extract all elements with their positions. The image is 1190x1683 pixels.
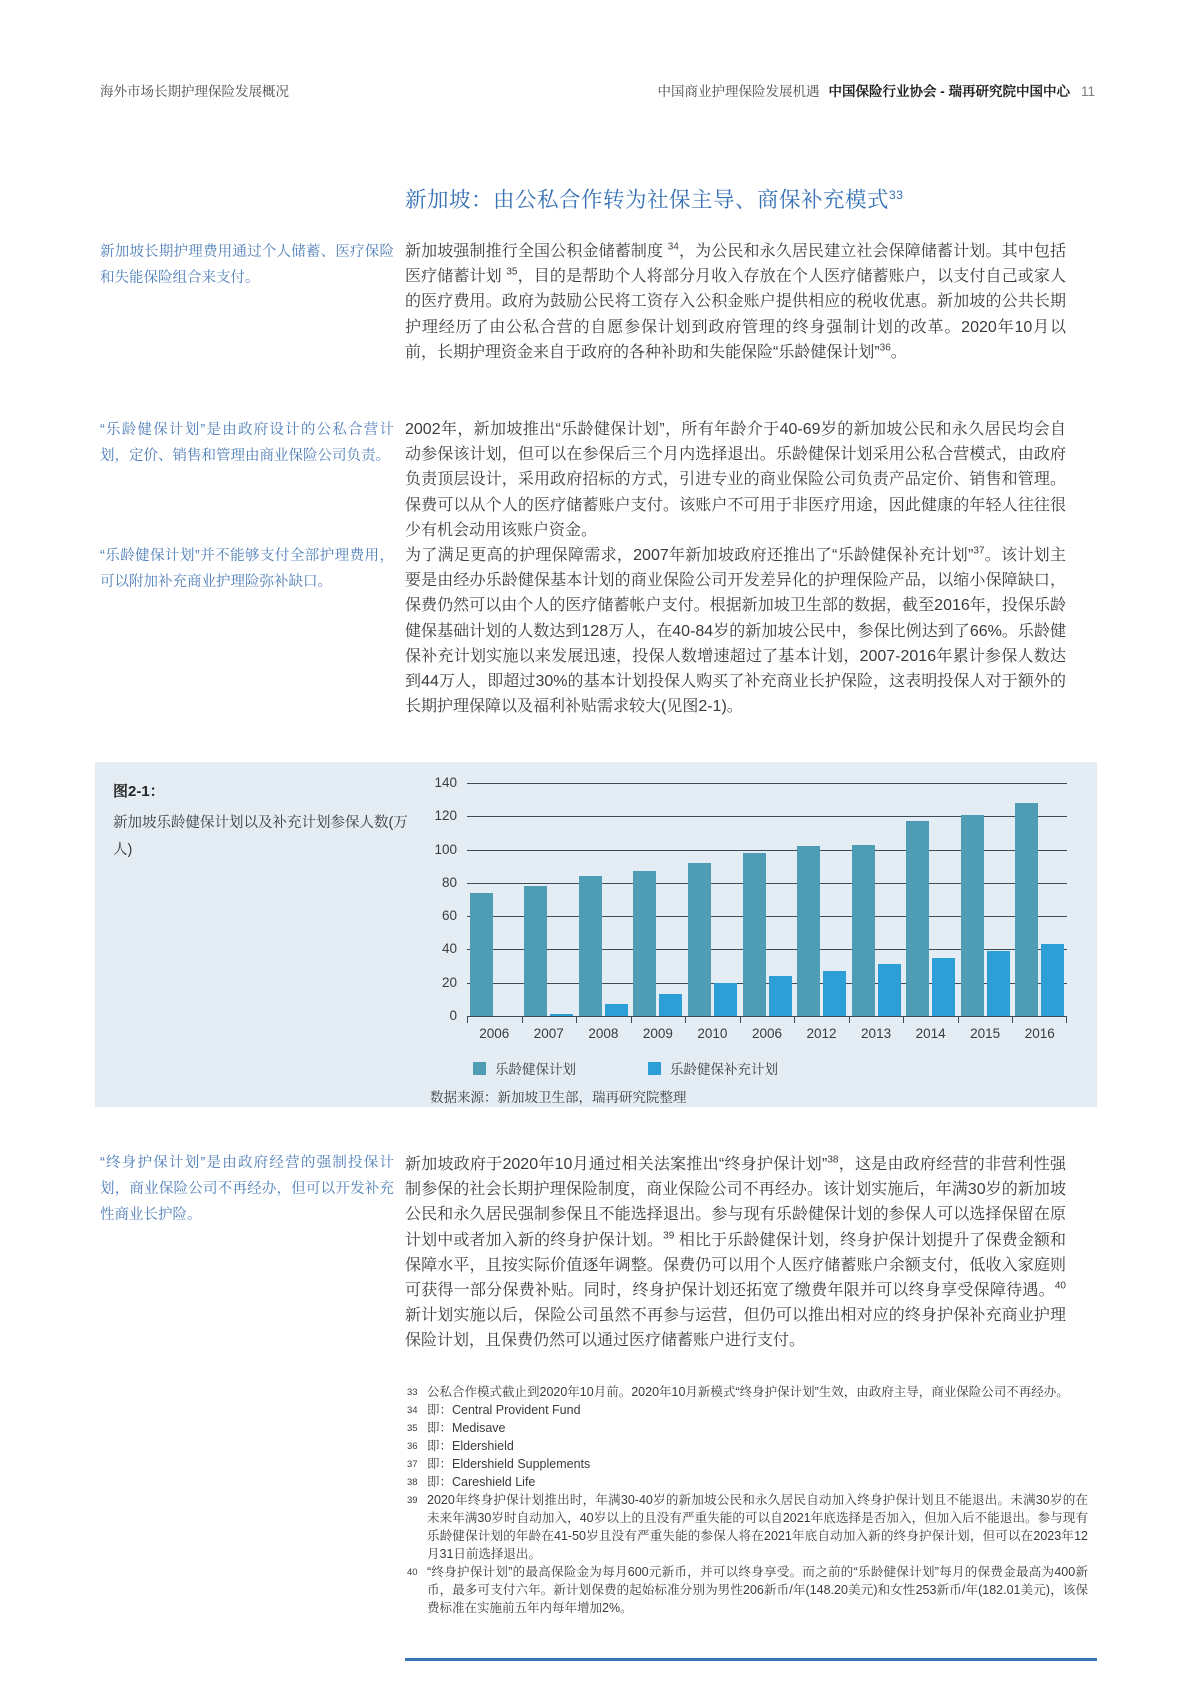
page-number: 11 bbox=[1080, 84, 1095, 99]
bar-group bbox=[633, 871, 682, 1016]
bar-supplement-plan bbox=[1041, 944, 1064, 1016]
bar-supplement-plan bbox=[659, 994, 682, 1016]
footnote bbox=[405, 1401, 1088, 1419]
x-axis-label: 2009 bbox=[642, 1026, 673, 1041]
x-axis-label: 2012 bbox=[806, 1026, 837, 1041]
gridline bbox=[467, 1016, 1067, 1017]
header-organization: 中国保险行业协会 - 瑞再研究院中国中心 bbox=[828, 84, 1070, 99]
bar-supplement-plan bbox=[987, 951, 1010, 1016]
bar-group bbox=[688, 863, 737, 1016]
axis-tick bbox=[1066, 1016, 1067, 1023]
bar-main-plan bbox=[1015, 803, 1038, 1016]
footnote-reference: 40 bbox=[1054, 1280, 1066, 1292]
bar-group bbox=[743, 853, 792, 1016]
footnote-marker: 38 bbox=[407, 1477, 418, 1488]
bar-main-plan bbox=[470, 893, 493, 1016]
axis-tick bbox=[958, 1016, 959, 1023]
footnote-marker: 33 bbox=[407, 1387, 418, 1398]
footnote bbox=[405, 1563, 1088, 1617]
x-axis-label: 2006 bbox=[479, 1026, 510, 1041]
x-axis-label: 2007 bbox=[533, 1026, 564, 1041]
margin-note-eldershield-gap: “乐龄健保计划”并不能够支付全部护理费用，可以附加补充商业护理险弥补缺口。 bbox=[100, 548, 394, 590]
bar-supplement-plan bbox=[878, 964, 901, 1016]
y-axis-label: 20 bbox=[441, 974, 457, 990]
legend-item bbox=[648, 1058, 778, 1078]
bar-supplement-plan bbox=[550, 1014, 573, 1016]
body-paragraph-1: 新加坡强制推行全国公积金储蓄制度 $^{34}$，为公民和永久居民建立社会保障储蓄计划。其中包括医疗储蓄计划 $^{35}$，目的是帮助个人将部分月收入存放在个人医疗储蓄账户，以支付自己或家人的医疗费用。政府为鼓励公民将工资存入公积金账户提供相应的税收优惠。新加坡的公共长期护理经历了由公私合营的自愿参保计划到政府管理的终身强制计划的改革。2020年10月以前，长期护理资金来自于政府的各种补助和失能保险“乐龄健保计划”$^{36}$。 bbox=[405, 241, 1066, 361]
axis-tick bbox=[576, 1016, 577, 1023]
footnote bbox=[405, 1383, 1088, 1401]
figure-title: 新加坡乐龄健保计划以及补充计划参保人数(万人) bbox=[113, 815, 408, 858]
gridline bbox=[467, 783, 1067, 784]
bar-group bbox=[1015, 803, 1064, 1016]
legend-swatch-icon bbox=[648, 1062, 661, 1075]
bar-main-plan bbox=[743, 853, 766, 1016]
bar-main-plan bbox=[688, 863, 711, 1016]
footnote-text: 公私合作模式截止到2020年10月前。2020年10月新模式“终身护保计划”生效，由政府主导，商业保险公司不再经办。 bbox=[427, 1385, 1069, 1399]
bar-main-plan bbox=[906, 821, 929, 1016]
y-axis-label: 0 bbox=[449, 1008, 457, 1023]
x-axis-label: 2016 bbox=[1024, 1026, 1055, 1041]
bar-supplement-plan bbox=[769, 976, 792, 1016]
margin-note-careshield: “终身护保计划”是由政府经营的强制投保计划，商业保险公司不再经办，但可以开发补充性商业长护险。 bbox=[100, 1155, 394, 1223]
footnote-reference: 37 bbox=[973, 545, 985, 557]
footnote bbox=[405, 1455, 1088, 1473]
footnote-reference: 34 bbox=[667, 241, 679, 253]
figure-label: 图2-1： bbox=[113, 783, 165, 800]
legend-item bbox=[473, 1058, 576, 1078]
bar-main-plan bbox=[524, 886, 547, 1016]
bar-group bbox=[961, 815, 1010, 1016]
footnote-reference: 39 bbox=[663, 1230, 675, 1242]
y-axis-label: 40 bbox=[441, 941, 457, 957]
bar-main-plan bbox=[961, 815, 984, 1016]
data-source: 数据来源：新加坡卫生部，瑞再研究院整理 bbox=[430, 1090, 687, 1105]
footnote-marker: 35 bbox=[407, 1423, 418, 1434]
x-axis-label: 2014 bbox=[915, 1026, 946, 1041]
footnote bbox=[405, 1437, 1088, 1455]
bar-main-plan bbox=[797, 846, 820, 1016]
axis-tick bbox=[467, 1016, 468, 1023]
axis-tick bbox=[794, 1016, 795, 1023]
bar-group bbox=[579, 876, 628, 1016]
bar-chart bbox=[434, 775, 1067, 1041]
x-axis-label: 2010 bbox=[697, 1026, 728, 1041]
x-axis-label: 2006 bbox=[751, 1026, 782, 1041]
body-paragraph-4: 新加坡政府于2020年10月通过相关法案推出“终身护保计划”$^{38}$，这是由政府经营的非营利性强制参保的社会长期护理保险制度，商业保险公司不再经办。该计划实施后，年满30岁的新加坡公民和永久居民强制参保且不能选择退出。参与现有乐龄健保计划的参保人可以选择保留在原计划中或者加入新的终身护保计划。$^{39}$ 相比于乐龄健保计划，终身护保计划提升了保费金额和保障水平，且按实际价值逐年调整。保费仍可以用个人医疗储蓄账户余额支付，低收入家庭则可获得一部分保费补贴。同时，终身护保计划还拓宽了缴费年限并可以终身享受保障待遇。$^{40}$ 新计划实施以后，保险公司虽然不再参与运营，但仍可以推出相对应的终身护保补充商业护理保险计划，且保费仍然可以通过医疗储蓄账户进行支付。 bbox=[405, 1154, 1066, 1350]
axis-tick bbox=[522, 1016, 523, 1023]
footnote-reference: 38 bbox=[827, 1154, 839, 1166]
chart-legend bbox=[473, 1058, 778, 1078]
y-axis-label: 80 bbox=[441, 874, 457, 890]
x-axis-label: 2015 bbox=[970, 1026, 1001, 1041]
bar-supplement-plan bbox=[605, 1004, 628, 1016]
footnote-reference: 33 bbox=[889, 187, 904, 202]
bar-group bbox=[524, 886, 573, 1016]
bar-main-plan bbox=[633, 871, 656, 1016]
x-axis-label: 2013 bbox=[861, 1026, 892, 1041]
footnote bbox=[405, 1419, 1088, 1437]
axis-tick bbox=[740, 1016, 741, 1023]
bar-group bbox=[906, 821, 955, 1016]
x-axis-label: 2008 bbox=[588, 1026, 619, 1041]
y-axis-label: 140 bbox=[434, 775, 457, 790]
body-paragraph-2: 2002年，新加坡推出“乐龄健保计划”，所有年龄介于40-69岁的新加坡公民和永久居民均会自动参保该计划，但可以在参保后三个月内选择退出。乐龄健保计划采用公私合营模式，由政府负责顶层设计，采用政府招标的方式，引进专业的商业保险公司负责产品定价、销售和管理。保费可以从个人的医疗储蓄账户支付。该账户不可用于非医疗用途，因此健康的年轻人往往很少有机会动用该账户资金。 bbox=[405, 421, 1066, 539]
footnote-marker: 36 bbox=[407, 1441, 418, 1452]
footnote-text: 2020年终身护保计划推出时，年满30-40岁的新加坡公民和永久居民自动加入终身护保计划且不能退出。未满30岁的在未来年满30岁时自动加入，40岁以上的且没有严重失能的可以自2021年底选择是否加入，但加入后不能退出。参与现有乐龄健保计划的年龄在41-50岁且没有严重失能的参保人将在2021年底自动加入新的终身护保计划，但可以在2023年12月31日前选择退出。 bbox=[427, 1493, 1088, 1561]
footnote-text: “终身护保计划”的最高保险金为每月600元新币，并可以终身享受。而之前的“乐龄健保计划”每月的保费金最高为400新币，最多可支付六年。新计划保费的起始标准分别为男性206新币/年(148.20美元)和女性253新币/年(182.01美元)，该保费标准在实施前五年内每年增加2%。 bbox=[427, 1565, 1088, 1615]
bar-supplement-plan bbox=[932, 958, 955, 1016]
footnote-marker: 37 bbox=[407, 1459, 418, 1470]
bar-main-plan bbox=[579, 876, 602, 1016]
y-axis-label: 100 bbox=[434, 841, 457, 857]
footnote-text: 即：Eldershield bbox=[427, 1439, 514, 1453]
header-report-title: 中国商业护理保险发展机遇 bbox=[657, 84, 820, 99]
footnote bbox=[405, 1473, 1088, 1491]
header-right bbox=[657, 80, 1095, 100]
y-axis-label: 60 bbox=[441, 908, 457, 924]
axis-tick bbox=[849, 1016, 850, 1023]
footnote-marker: 39 bbox=[407, 1495, 418, 1506]
footnote-text: 即：Medisave bbox=[427, 1421, 506, 1435]
footer-rule bbox=[405, 1658, 1097, 1661]
axis-tick bbox=[631, 1016, 632, 1023]
y-axis-label: 120 bbox=[434, 808, 457, 824]
bar-group bbox=[797, 846, 846, 1016]
footnote-text: 即：Central Provident Fund bbox=[427, 1403, 581, 1417]
bar-group bbox=[470, 893, 519, 1016]
legend-label: 乐龄健保计划 bbox=[495, 1062, 576, 1077]
axis-tick bbox=[685, 1016, 686, 1023]
footnote bbox=[405, 1491, 1088, 1563]
legend-label: 乐龄健保补充计划 bbox=[670, 1062, 778, 1077]
footnote-text: 即：Careshield Life bbox=[427, 1475, 536, 1489]
section-title: 新加坡：由公私合作转为社保主导、商保补充模式$^{33}$ bbox=[405, 187, 904, 212]
footnote-text: 即：Eldershield Supplements bbox=[427, 1457, 591, 1471]
margin-note-eldershield-design: “乐龄健保计划”是由政府设计的公私合营计划，定价、销售和管理由商业保险公司负责。 bbox=[100, 422, 394, 464]
bar-group bbox=[852, 845, 901, 1016]
footnote-marker: 40 bbox=[407, 1567, 418, 1578]
figure-caption bbox=[113, 780, 418, 864]
figure-panel bbox=[95, 762, 1097, 1107]
bar-supplement-plan bbox=[714, 983, 737, 1016]
axis-tick bbox=[1012, 1016, 1013, 1023]
footnotes bbox=[405, 1383, 1088, 1617]
footnote-reference: 36 bbox=[879, 342, 891, 354]
page-header bbox=[100, 80, 1095, 100]
footnote-marker: 34 bbox=[407, 1405, 418, 1416]
bar-main-plan bbox=[852, 845, 875, 1016]
legend-swatch-icon bbox=[473, 1062, 486, 1075]
header-section-title: 海外市场长期护理保险发展概况 bbox=[100, 84, 289, 99]
margin-note-funding: 新加坡长期护理费用通过个人储蓄、医疗保险和失能保险组合来支付。 bbox=[100, 244, 394, 286]
bar-supplement-plan bbox=[823, 971, 846, 1016]
body-paragraph-3: 为了满足更高的护理保障需求，2007年新加坡政府还推出了“乐龄健保补充计划”$^{37}$。该计划主要是由经办乐龄健保基本计划的商业保险公司开发差异化的护理保险产品，以缩小保障缺口，保费仍然可以由个人的医疗储蓄帐户支付。根据新加坡卫生部的数据，截至2016年，投保乐龄健保基础计划的人数达到128万人，在40-84岁的新加坡公民中，参保比例达到了66%。乐龄健保补充计划实施以来发展迅速，投保人数增速超过了基本计划，2007-2016年累计参保人数达到44万人，即超过30%的基本计划投保人购买了补充商业长护保险，这表明投保人对于额外的长期护理保障以及福利补贴需求较大(见图2-1)。 bbox=[405, 545, 1066, 716]
footnote-reference: 35 bbox=[506, 266, 518, 278]
axis-tick bbox=[903, 1016, 904, 1023]
